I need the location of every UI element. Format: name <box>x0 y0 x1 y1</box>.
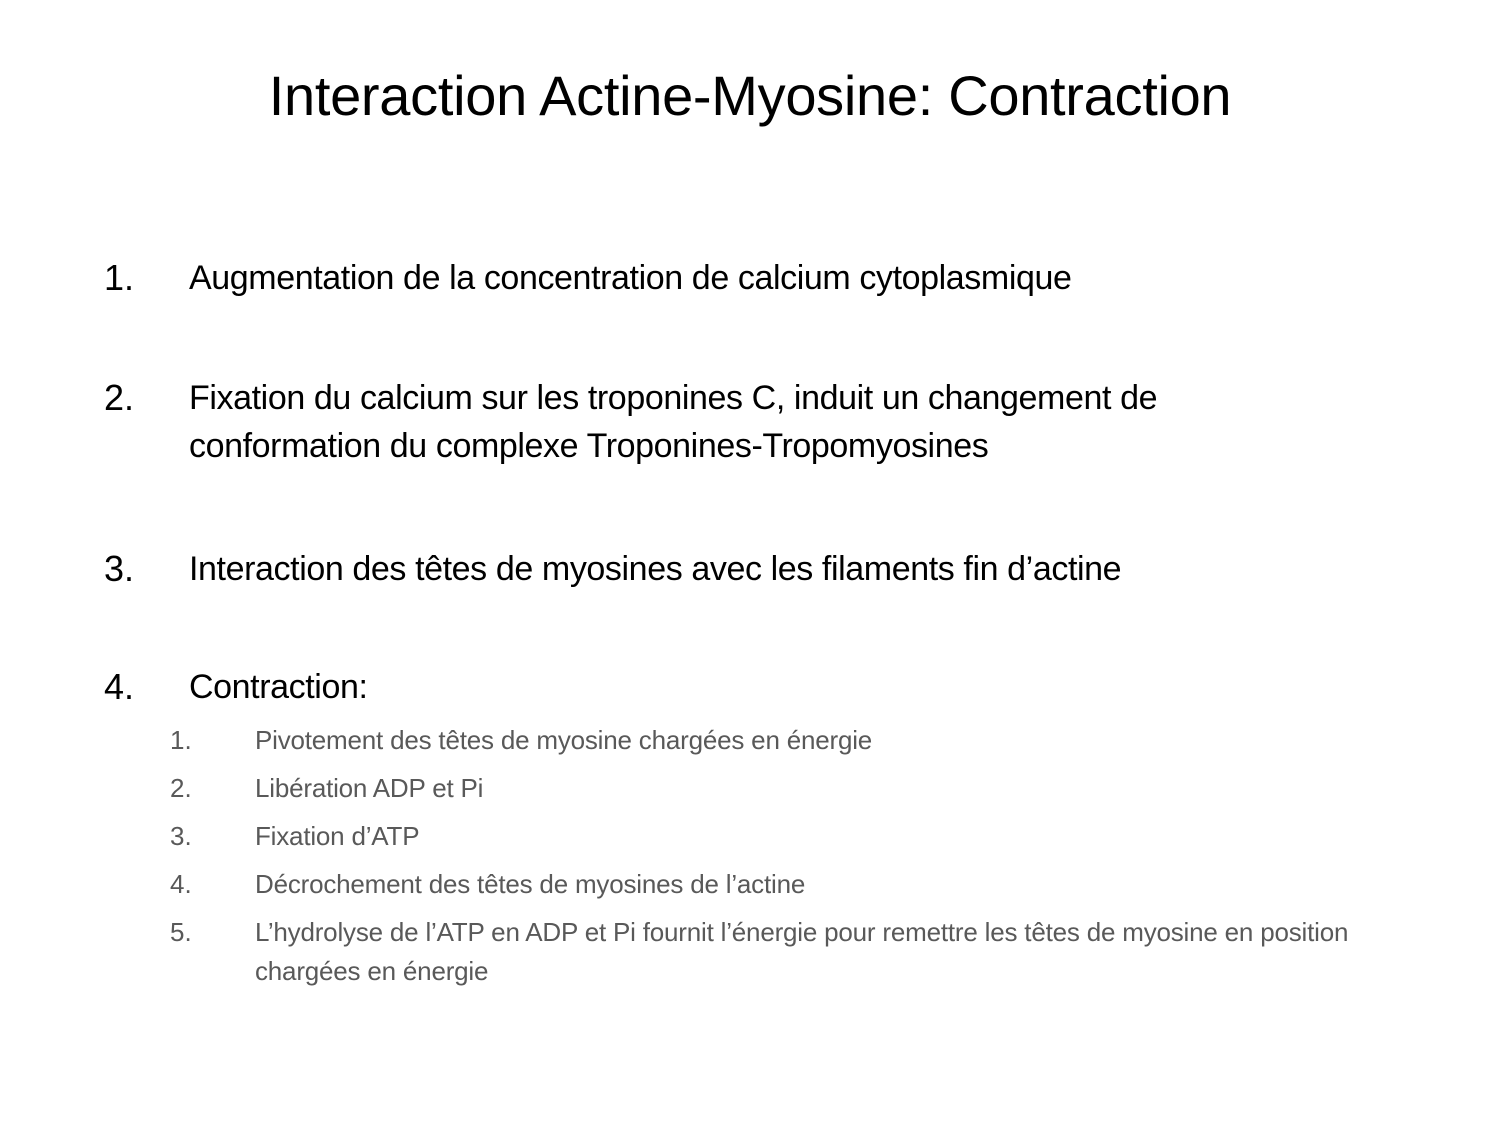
slide-title: Interaction Actine-Myosine: Contraction <box>268 64 1232 127</box>
sub-list-text: Libération ADP et Pi <box>255 773 484 803</box>
list-number: 1. <box>104 257 135 298</box>
sub-list-number: 4. <box>170 869 192 899</box>
list-number: 3. <box>104 548 135 589</box>
list-text: Augmentation de la concentration de calcium cytoplasmique <box>189 259 1072 297</box>
list-text: Fixation du calcium sur les troponines C, induit un changement de conformation du complexe Troponines-Tropomyosines <box>189 379 1158 465</box>
sub-list-text: Pivotement des têtes de myosine chargées en énergie <box>255 725 873 755</box>
list-text: Contraction: <box>189 668 368 706</box>
sub-list-text: Décrochement des têtes de myosines de l’actine <box>255 869 806 899</box>
sub-list-text: L’hydrolyse de l’ATP en ADP et Pi fournit l’énergie pour remettre les têtes de myosine en position chargées en énergie <box>255 917 1349 986</box>
sub-list-number: 2. <box>170 773 192 803</box>
sub-list-number: 3. <box>170 821 192 851</box>
sub-list-number: 1. <box>170 725 192 755</box>
list-number: 2. <box>104 377 135 418</box>
list-text: Interaction des têtes de myosines avec les filaments fin d’actine <box>189 550 1122 588</box>
sub-list-text: Fixation d’ATP <box>255 821 420 851</box>
list-number: 4. <box>104 666 135 707</box>
sub-list-number: 5. <box>170 917 192 947</box>
